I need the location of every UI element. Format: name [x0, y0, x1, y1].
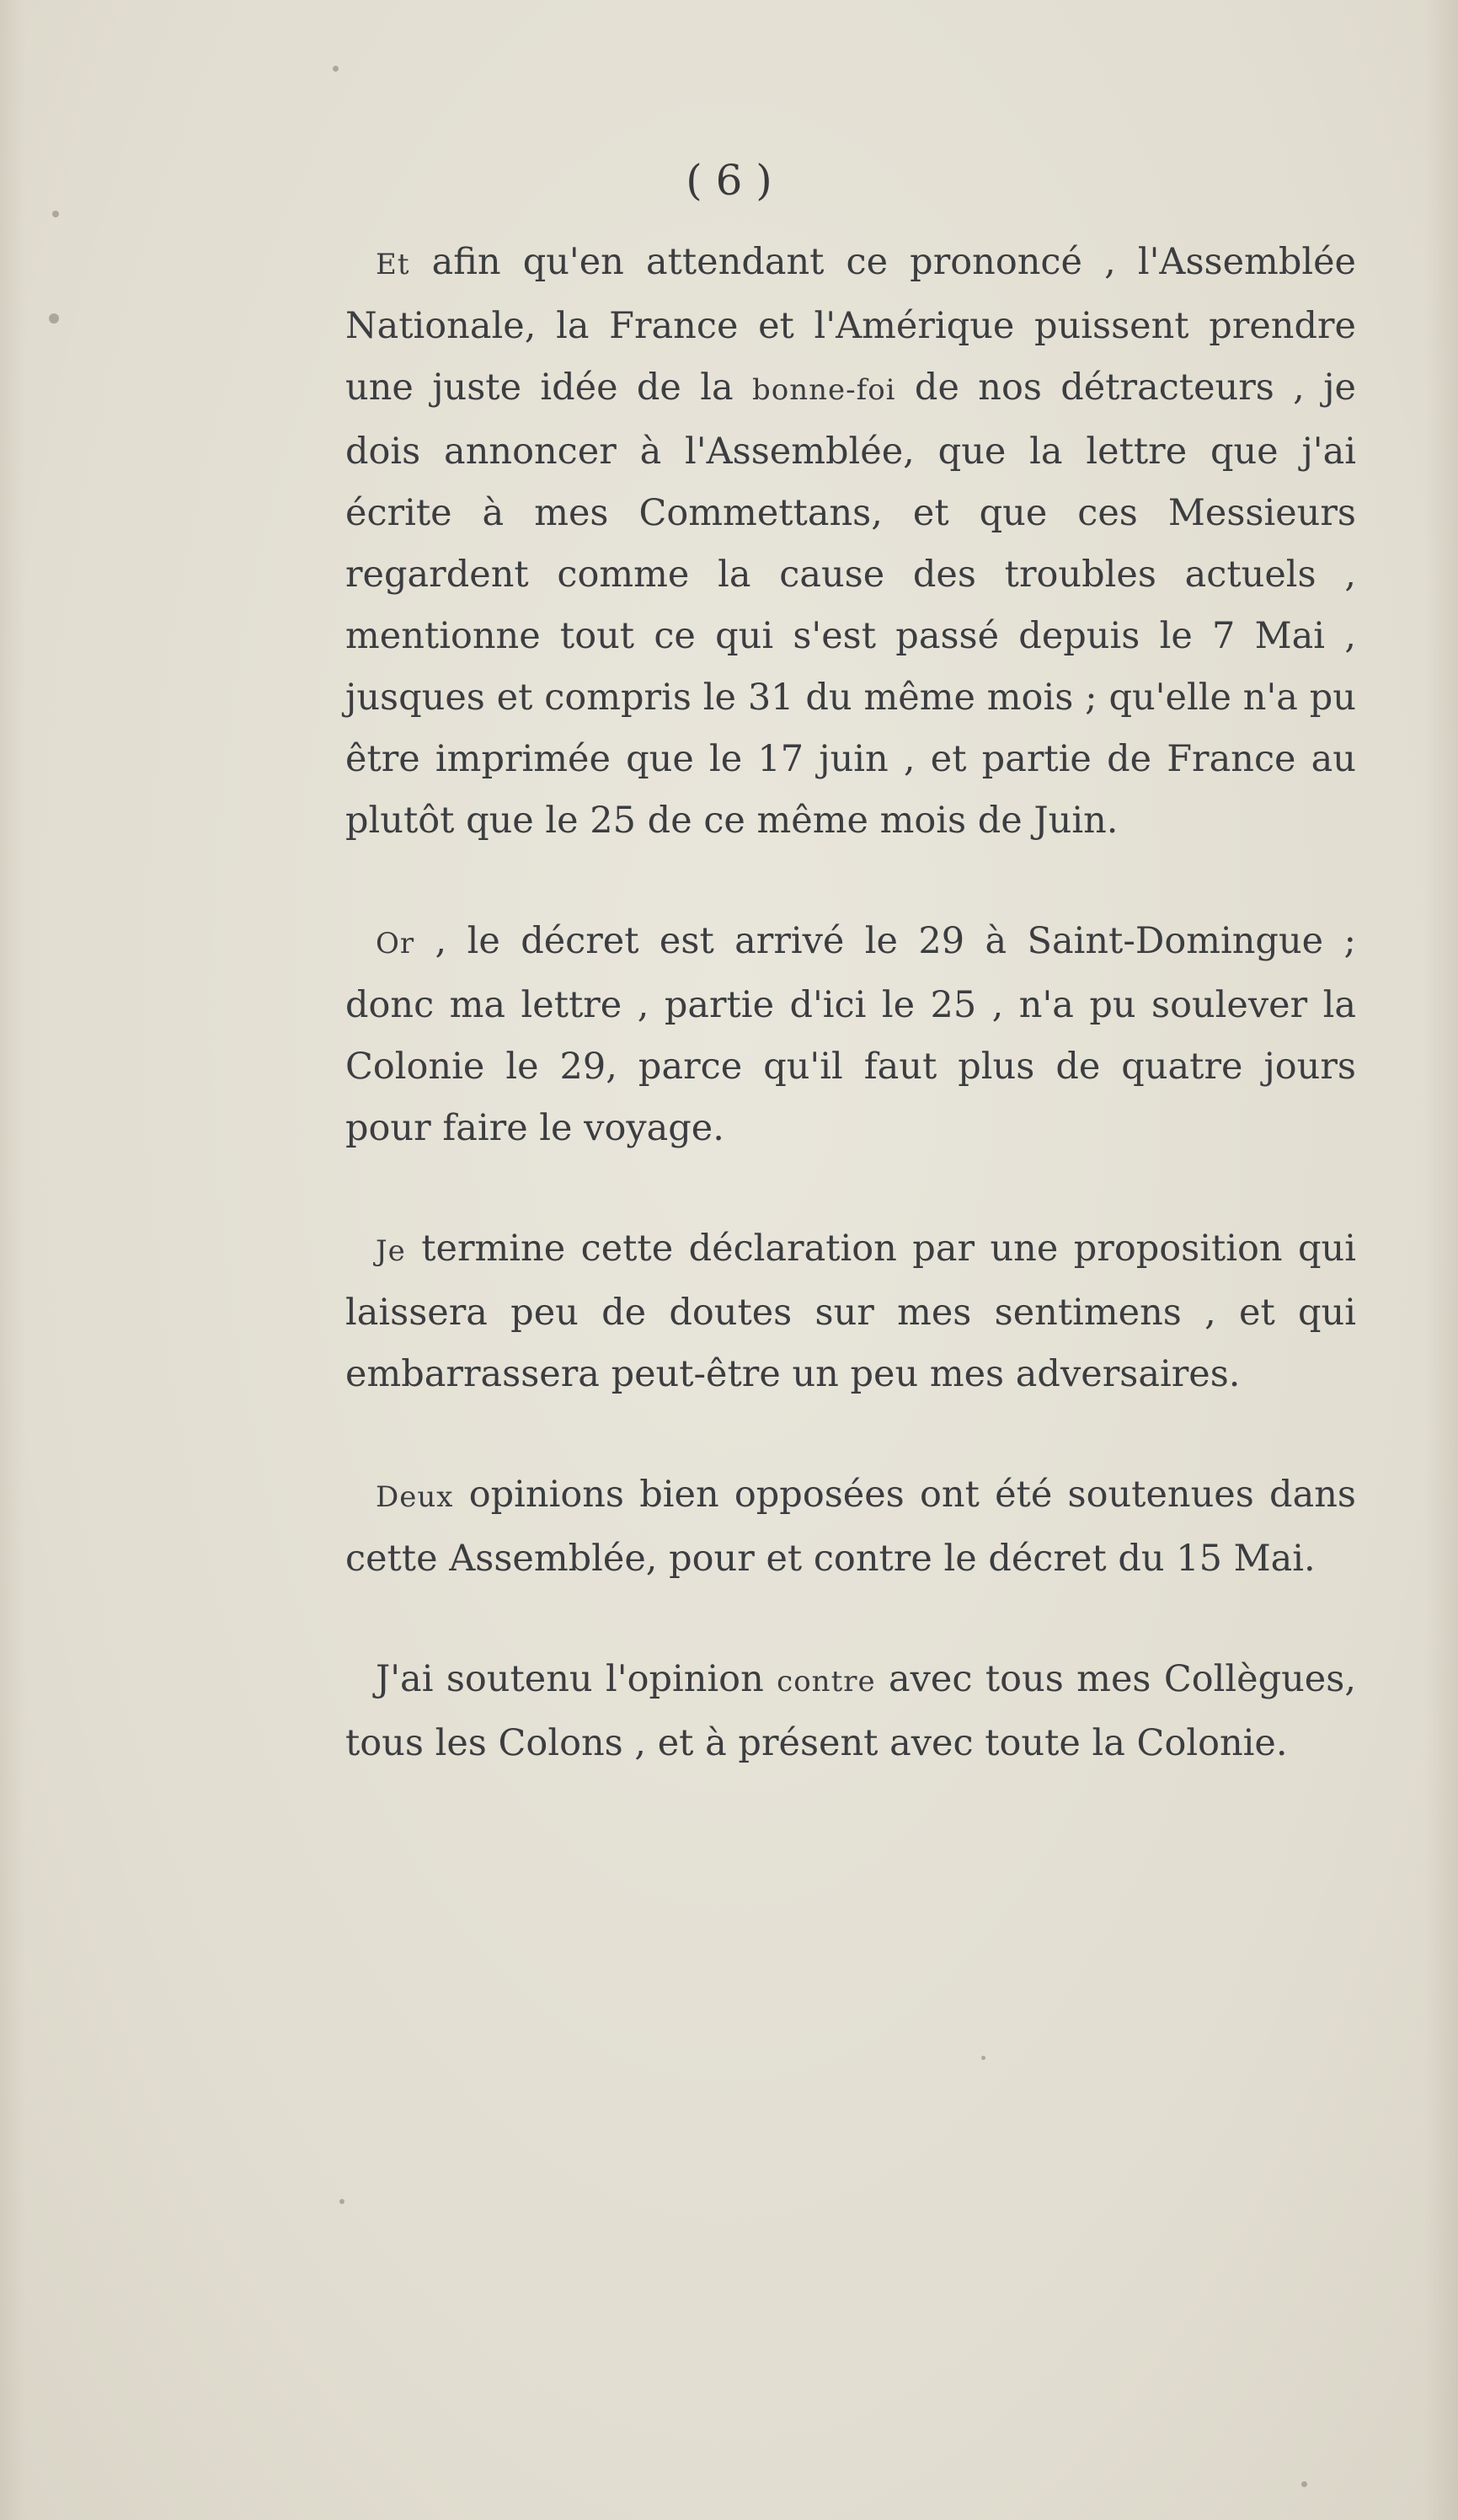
paper-speck: [981, 2056, 985, 2060]
paragraph-2: [345, 911, 1356, 1159]
paper-speck: [49, 313, 59, 324]
paragraph-text: afin qu'en attendant ce prononcé , l'Assemblée Nationale, la France et l'Amérique puissent prendre une juste idée de la: [345, 241, 1356, 409]
paragraph-3: [345, 1218, 1356, 1405]
paragraph-text: termine cette déclaration par une proposition qui laissera peu de doutes sur mes sentimens , et qui embarrassera peut-être un peu mes adversaires.: [345, 1228, 1356, 1395]
paper-speck: [339, 2199, 344, 2204]
paragraph-text-continued: de nos détracteurs , je dois annoncer à l'Assemblée, que la lettre que j'ai écrite à mes Commettans, et que ces Messieurs regardent comme la cause des troubles actuels , mentionne tout ce qui s'est passé depuis le 7 Mai , jusques et compris le 31 du même mois ; qu'elle n'a pu être imprimée que le 17 juin , et partie de France au plutôt que le 25 de ce même mois de Juin.: [345, 366, 1356, 842]
page-shadow-left: [0, 0, 25, 2520]
page-shadow-right: [1424, 0, 1458, 2520]
paragraph-lead: Or: [376, 927, 415, 960]
page-number: ( 6 ): [686, 156, 772, 205]
paper-speck: [333, 66, 339, 72]
body-text: [345, 232, 1356, 1833]
paragraph-lead: Et: [376, 248, 410, 281]
small-caps-term: bonne-foi: [751, 373, 896, 407]
paper-speck: [52, 211, 59, 217]
paragraph-1: [345, 232, 1356, 852]
paragraph-text: opinions bien opposées ont été soutenues dans cette Assemblée, pour et contre le décret du 15 Mai.: [345, 1474, 1356, 1580]
small-caps-term: contre: [777, 1665, 876, 1699]
paragraph-5: [345, 1649, 1356, 1774]
paragraph-4: [345, 1464, 1356, 1590]
paragraph-lead: Deux: [376, 1480, 454, 1514]
paragraph-lead: J'ai: [376, 1658, 434, 1700]
paragraph-text: , le décret est arrivé le 29 à Saint-Domingue ; donc ma lettre , partie d'ici le 25 , n'a pu soulever la Colonie le 29, parce qu'il faut plus de quatre jours pour faire le voyage.: [345, 920, 1356, 1149]
paper-speck: [1301, 2481, 1307, 2487]
paragraph-text: soutenu l'opinion: [433, 1658, 777, 1700]
paragraph-text-continued: avec tous mes Collègues, tous les Colons , et à présent avec toute la Colonie.: [345, 1658, 1356, 1764]
paragraph-lead: Je: [376, 1234, 406, 1268]
